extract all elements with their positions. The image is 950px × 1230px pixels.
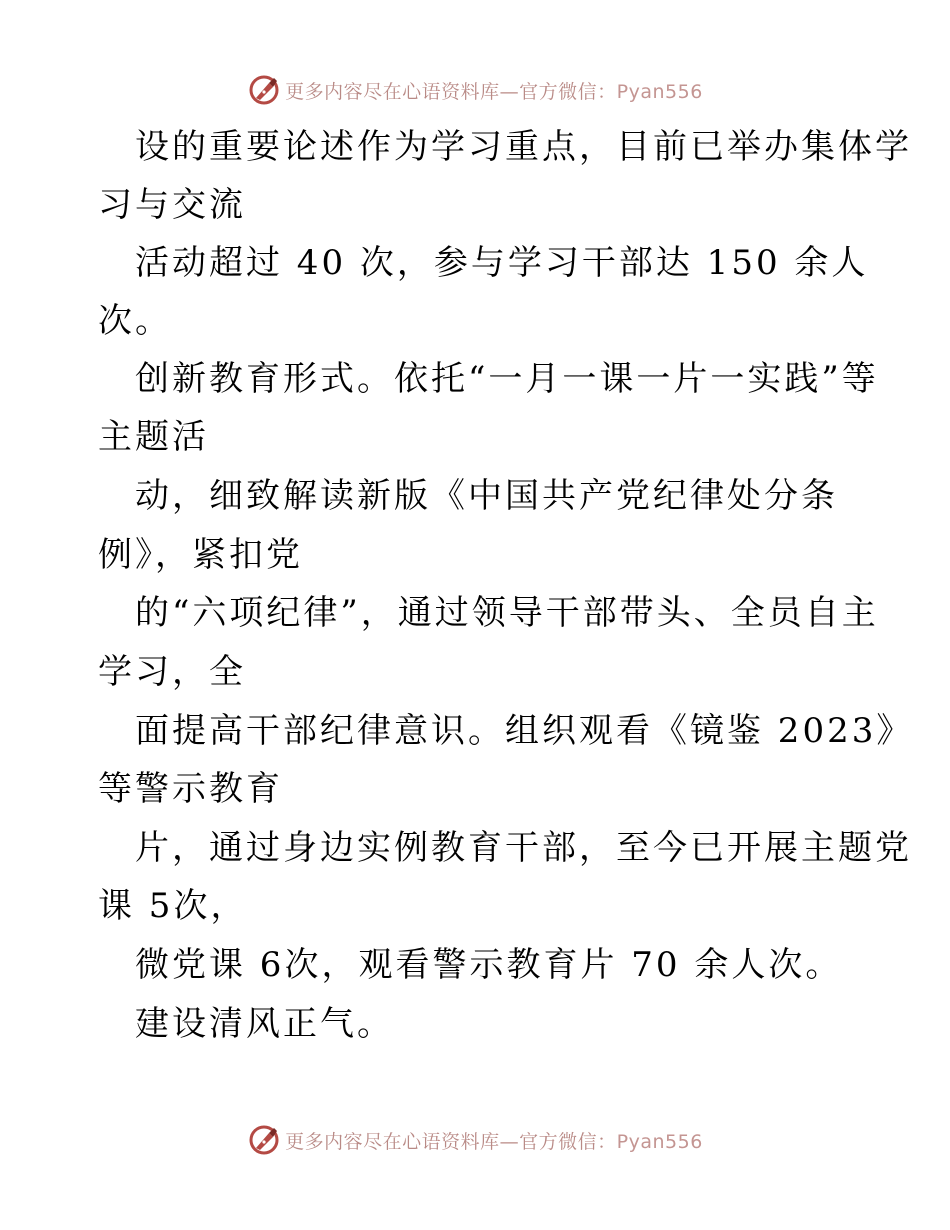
text-line: 微党课 6次，观看警示教育片 70 余人次。 <box>135 945 843 985</box>
text-line: 设的重要论述作为学习重点，目前已举办集体学 <box>135 127 912 167</box>
watermark-text: 更多内容尽在心语资料库—官方微信：Pyan556 <box>285 1130 703 1153</box>
text-line: 学习，全 <box>98 652 246 692</box>
footer-watermark <box>0 1120 950 1160</box>
text-line: 的“六项纪律”，通过领导干部带头、全员自主 <box>135 593 879 633</box>
pen-nib-circle-icon <box>247 1123 281 1157</box>
text-line: 课 5次， <box>98 886 248 926</box>
text-line: 等警示教育 <box>98 769 283 809</box>
text-line: 主题活 <box>98 417 209 457</box>
text-line: 例》，紧扣党 <box>98 535 303 575</box>
text-line: 动，细致解读新版《中国共产党纪律处分条 <box>135 476 838 516</box>
text-line: 活动超过 40 次，参与学习干部达 150 余人 <box>135 243 869 283</box>
header-watermark <box>0 70 950 110</box>
text-line: 创新教育形式。依托“一月一课一片一实践”等 <box>135 359 879 399</box>
text-line: 面提高干部纪律意识。组织观看《镜鉴 2023》 <box>135 711 914 751</box>
text-line: 片，通过身边实例教育干部，至今已开展主题党 <box>135 828 912 868</box>
text-line: 习与交流 <box>98 185 246 225</box>
text-line: 次。 <box>98 301 172 341</box>
watermark-text: 更多内容尽在心语资料库—官方微信：Pyan556 <box>285 80 703 103</box>
text-line: 建设清风正气。 <box>135 1004 394 1044</box>
pen-nib-circle-icon <box>247 73 281 107</box>
